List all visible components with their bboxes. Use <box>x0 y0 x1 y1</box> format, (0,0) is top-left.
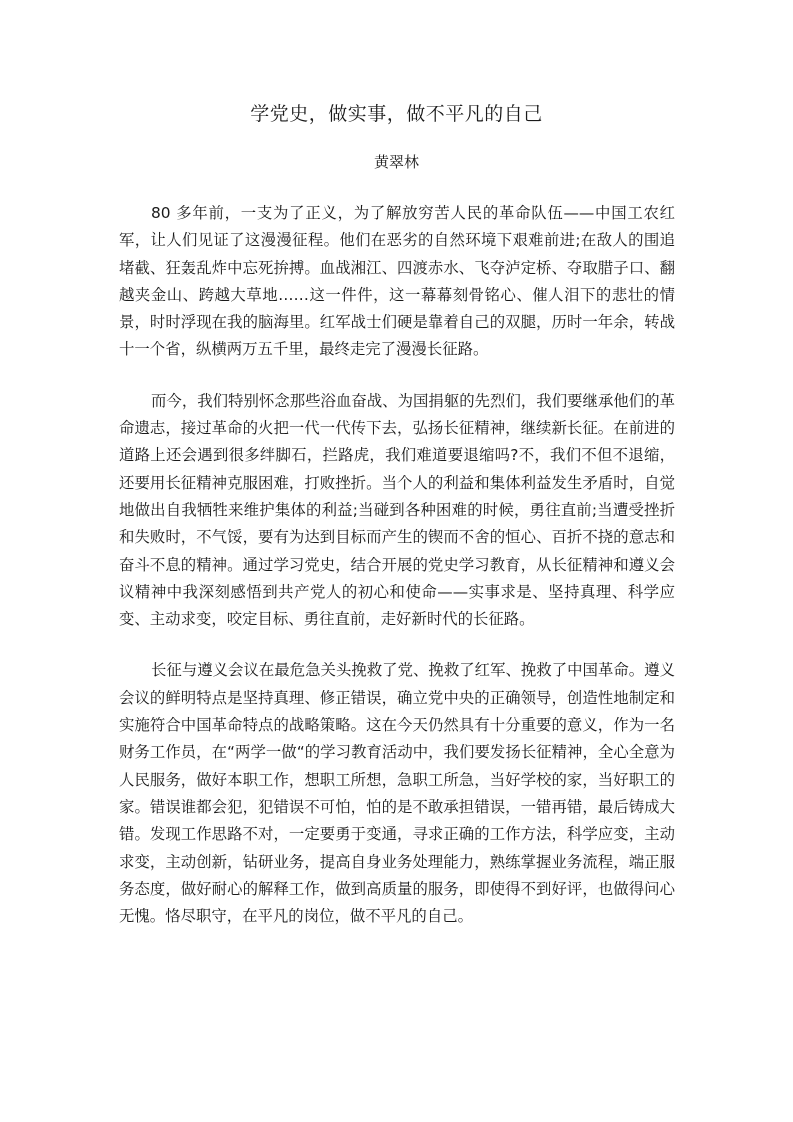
document-body <box>119 200 675 954</box>
document-title: 学党史，做实事，做不平凡的自己 <box>250 103 543 125</box>
paragraph-1: 80 多年前，一支为了正义，为了解放穷苦人民的革命队伍——中国工农红军，让人们见证了这漫漫征程。他们在恶劣的自然环境下艰难前进;在敌人的围追堵截、狂轰乱炸中忘死拚搏。血战湘江、四渡赤水、飞夺泸定桥、夺取腊子口、翻越夹金山、跨越大草地……这一件件，这一幕幕刻骨铭心、催人泪下的悲壮的情景，时时浮现在我的脑海里。红军战士们硬是靠着自己的双腿，历时一年余，转战十一个省，纵横两万五千里，最终走完了漫漫长征路。 <box>119 204 675 359</box>
document-author: 黄翠林 <box>373 153 419 171</box>
paragraph-3: 长征与遵义会议在最危急关头挽救了党、挽救了红军、挽救了中国革命。遵义会议的鲜明特点是坚持真理、修正错误，确立党中央的正确领导，创造性地制定和实施符合中国革命特点的战略策略。这在今天仍然具有十分重要的意义，作为一名财务工作员，在“两学一做“的学习教育活动中，我们要发扬长征精神，全心全意为人民服务，做好本职工作，想职工所想，急职工所急，当好学校的家，当好职工的家。错误谁都会犯，犯错误不可怕，怕的是不敢承担错误，一错再错，最后铸成大错。发现工作思路不对，一定要勇于变通，寻求正确的工作方法，科学应变，主动求变，主动创新，钻研业务，提高自身业务处理能力，熟练掌握业务流程，端正服务态度，做好耐心的解释工作，做到高质量的服务，即使得不到好评，也做得问心无愧。恪尽职守，在平凡的岗位，做不平凡的自己。 <box>119 661 675 926</box>
paragraph-2: 而今，我们特别怀念那些浴血奋战、为国捐躯的先烈们，我们要继承他们的革命遗志，接过革命的火把一代一代传下去，弘扬长征精神，继续新长征。在前进的道路上还会遇到很多绊脚石，拦路虎，我们难道要退缩吗?不，我们不但不退缩，还要用长征精神克服困难，打败挫折。当个人的利益和集体利益发生矛盾时，自觉地做出自我牺牲来维护集体的利益;当碰到各种困难的时候，勇往直前;当遭受挫折和失败时，不气馁，要有为达到目标而产生的锲而不舍的恒心、百折不挠的意志和奋斗不息的精神。通过学习党史，结合开展的党史学习教育，从长征精神和遵义会议精神中我深刻感悟到共产党人的初心和使命——实事求是、坚持真理、科学应变、主动求变，咬定目标、勇往直前，走好新时代的长征路。 <box>119 391 675 629</box>
